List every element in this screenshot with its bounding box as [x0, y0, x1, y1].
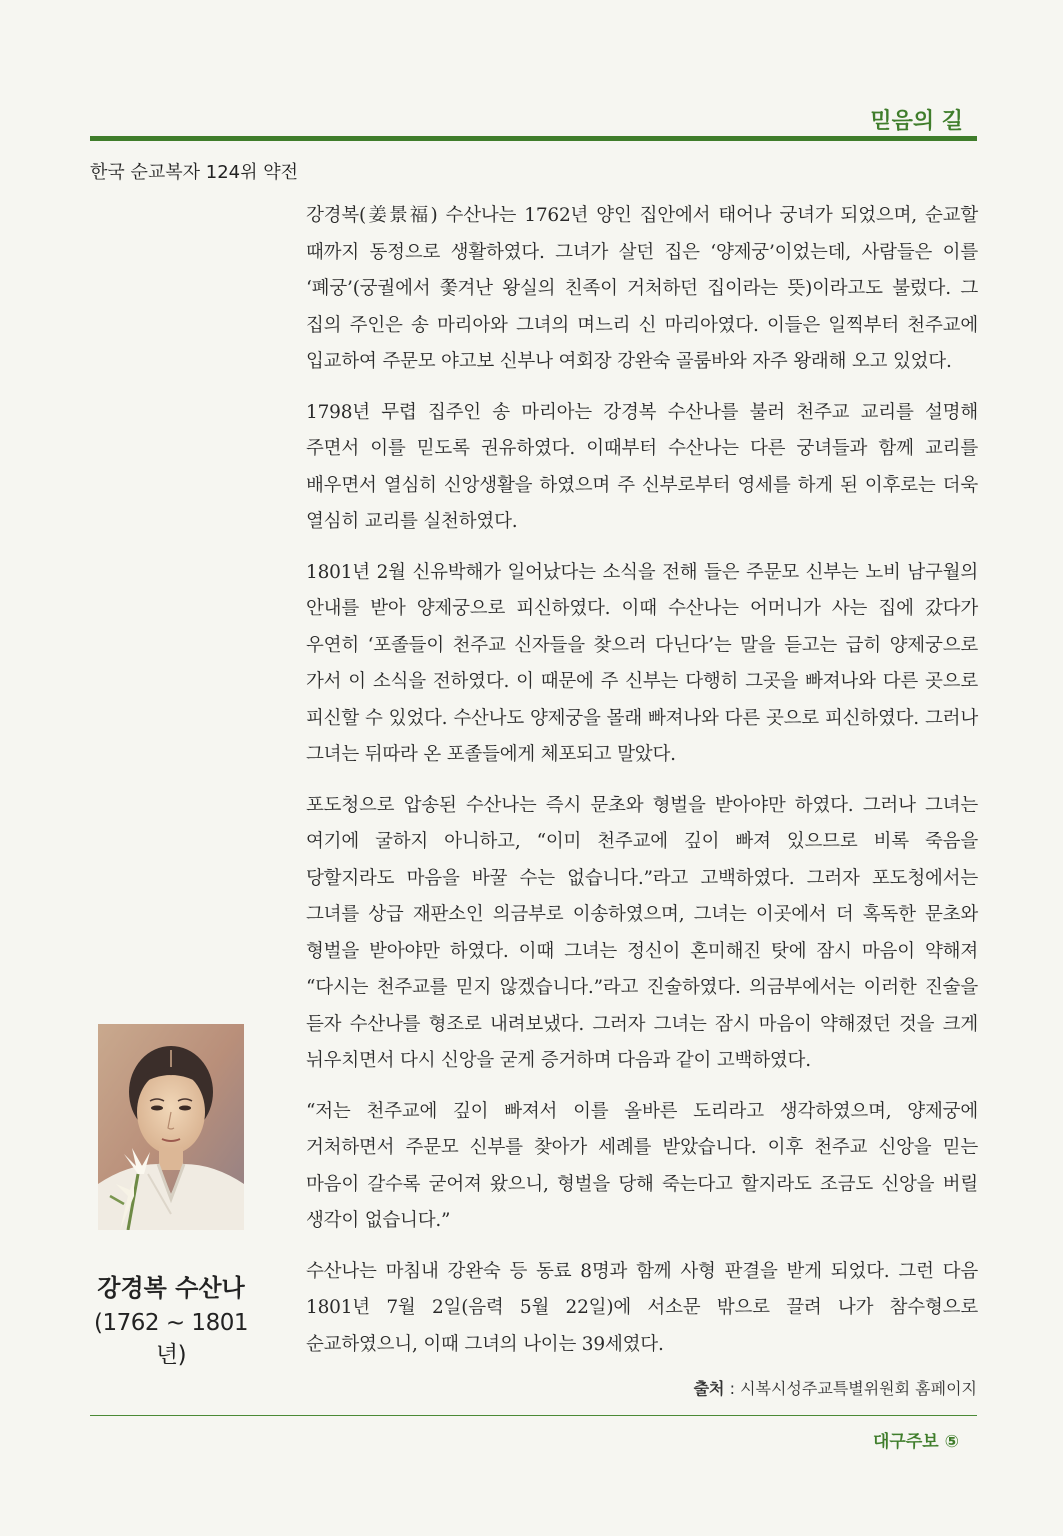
header-rule	[90, 136, 977, 141]
paragraph-3: 1801년 2월 신유박해가 일어났다는 소식을 전해 들은 주문모 신부는 노비 남구월의 안내를 받아 양제궁으로 피신하였다. 이때 수산나는 어머니가 사는 집에 갔다가 우연히 ‘포졸들이 천주교 신자들을 찾으러 다닌다’는 말을 듣고는 급히 양제궁으로 가서 이 소식을 전하였다. 이 때문에 주 신부는 다행히 그곳을 빠져나와 다른 곳으로 피신할 수 있었다. 수산나도 양제궁을 몰래 빠져나와 다른 곳으로 피신하였다. 그러나 그녀는 뒤따라 온 포졸들에게 체포되고 말았다.	[306, 561, 978, 765]
paragraph-6: 수산나는 마침내 강완숙 등 동료 8명과 함께 사형 판결을 받게 되었다. 그런 다음 1801년 7월 2일(음력 5월 22일)에 서소문 밖으로 끌려 나가 참수형으로 순교하였으니, 이때 그녀의 나이는 39세였다.	[306, 1260, 978, 1355]
source-text: 시복시성주교특별위원회 홈페이지	[740, 1379, 977, 1398]
portrait-caption-years: (1762 ~ 1801년)	[94, 1310, 248, 1368]
article-body	[306, 198, 978, 1377]
section-title: 믿음의 길	[870, 109, 963, 134]
source-separator: :	[724, 1379, 741, 1398]
portrait-caption-name: 강경복 수산나	[97, 1274, 245, 1302]
footer-rule	[90, 1415, 977, 1416]
paragraph-1: 강경복(姜景福) 수산나는 1762년 양인 집안에서 태어나 궁녀가 되었으며, 순교할 때까지 동정으로 생활하였다. 그녀가 살던 집은 ‘양제궁’이었는데, 사람들은 이를 ‘폐궁’(궁궐에서 쫓겨난 왕실의 친족이 거처하던 집이라는 뜻)이라고도 불렀다. 그 집의 주인은 송 마리아와 그녀의 며느리 신 마리아였다. 이들은 일찍부터 천주교에 입교하여 주문모 야고보 신부나 여회장 강완숙 골룸바와 자주 왕래해 오고 있었다.	[306, 205, 978, 372]
paragraph-5: “저는 천주교에 깊이 빠져서 이를 올바른 도리라고 생각하였으며, 양제궁에 거처하면서 주문모 신부를 찾아가 세례를 받았습니다. 이후 천주교 신앙을 믿는 마음이 갈수록 굳어져 왔으니, 형벌을 당해 죽는다고 할지라도 조금도 신앙을 버릴 생각이 없습니다.”	[306, 1100, 978, 1231]
paragraph-4: 포도청으로 압송된 수산나는 즉시 문초와 형벌을 받아야만 하였다. 그러나 그녀는 여기에 굴하지 아니하고, “이미 천주교에 깊이 빠져 있으므로 비록 죽음을 당할지라도 마음을 바꿀 수는 없습니다.”라고 고백하였다. 그러자 포도청에서는 그녀를 상급 재판소인 의금부로 이송하였으며, 그녀는 이곳에서 더 혹독한 문초와 형벌을 받아야만 하였다. 이때 그녀는 정신이 혼미해진 탓에 잠시 마음이 약해져 “다시는 천주교를 믿지 않겠습니다.”라고 진술하였다. 의금부에서는 이러한 진술을 듣자 수산나를 형조로 내려보냈다. 그러자 그녀는 잠시 마음이 약해졌던 것을 크게 뉘우치면서 다시 신앙을 굳게 증거하며 다음과 같이 고백하였다.	[306, 794, 978, 1071]
series-title: 한국 순교복자 124위 약전	[90, 162, 299, 183]
page-footer: 대구주보 ⑤	[873, 1432, 959, 1452]
paragraph-2: 1798년 무렵 집주인 송 마리아는 강경복 수산나를 불러 천주교 교리를 설명해 주면서 이를 믿도록 권유하였다. 이때부터 수산나는 다른 궁녀들과 함께 교리를 배우면서 열심히 신앙생활을 하였으며 주 신부로부터 영세를 하게 된 이후로는 더욱 열심히 교리를 실천하였다.	[306, 401, 978, 532]
source-credit	[694, 1376, 977, 1399]
source-label: 출처	[693, 1379, 725, 1398]
portrait-painting	[98, 1024, 244, 1230]
